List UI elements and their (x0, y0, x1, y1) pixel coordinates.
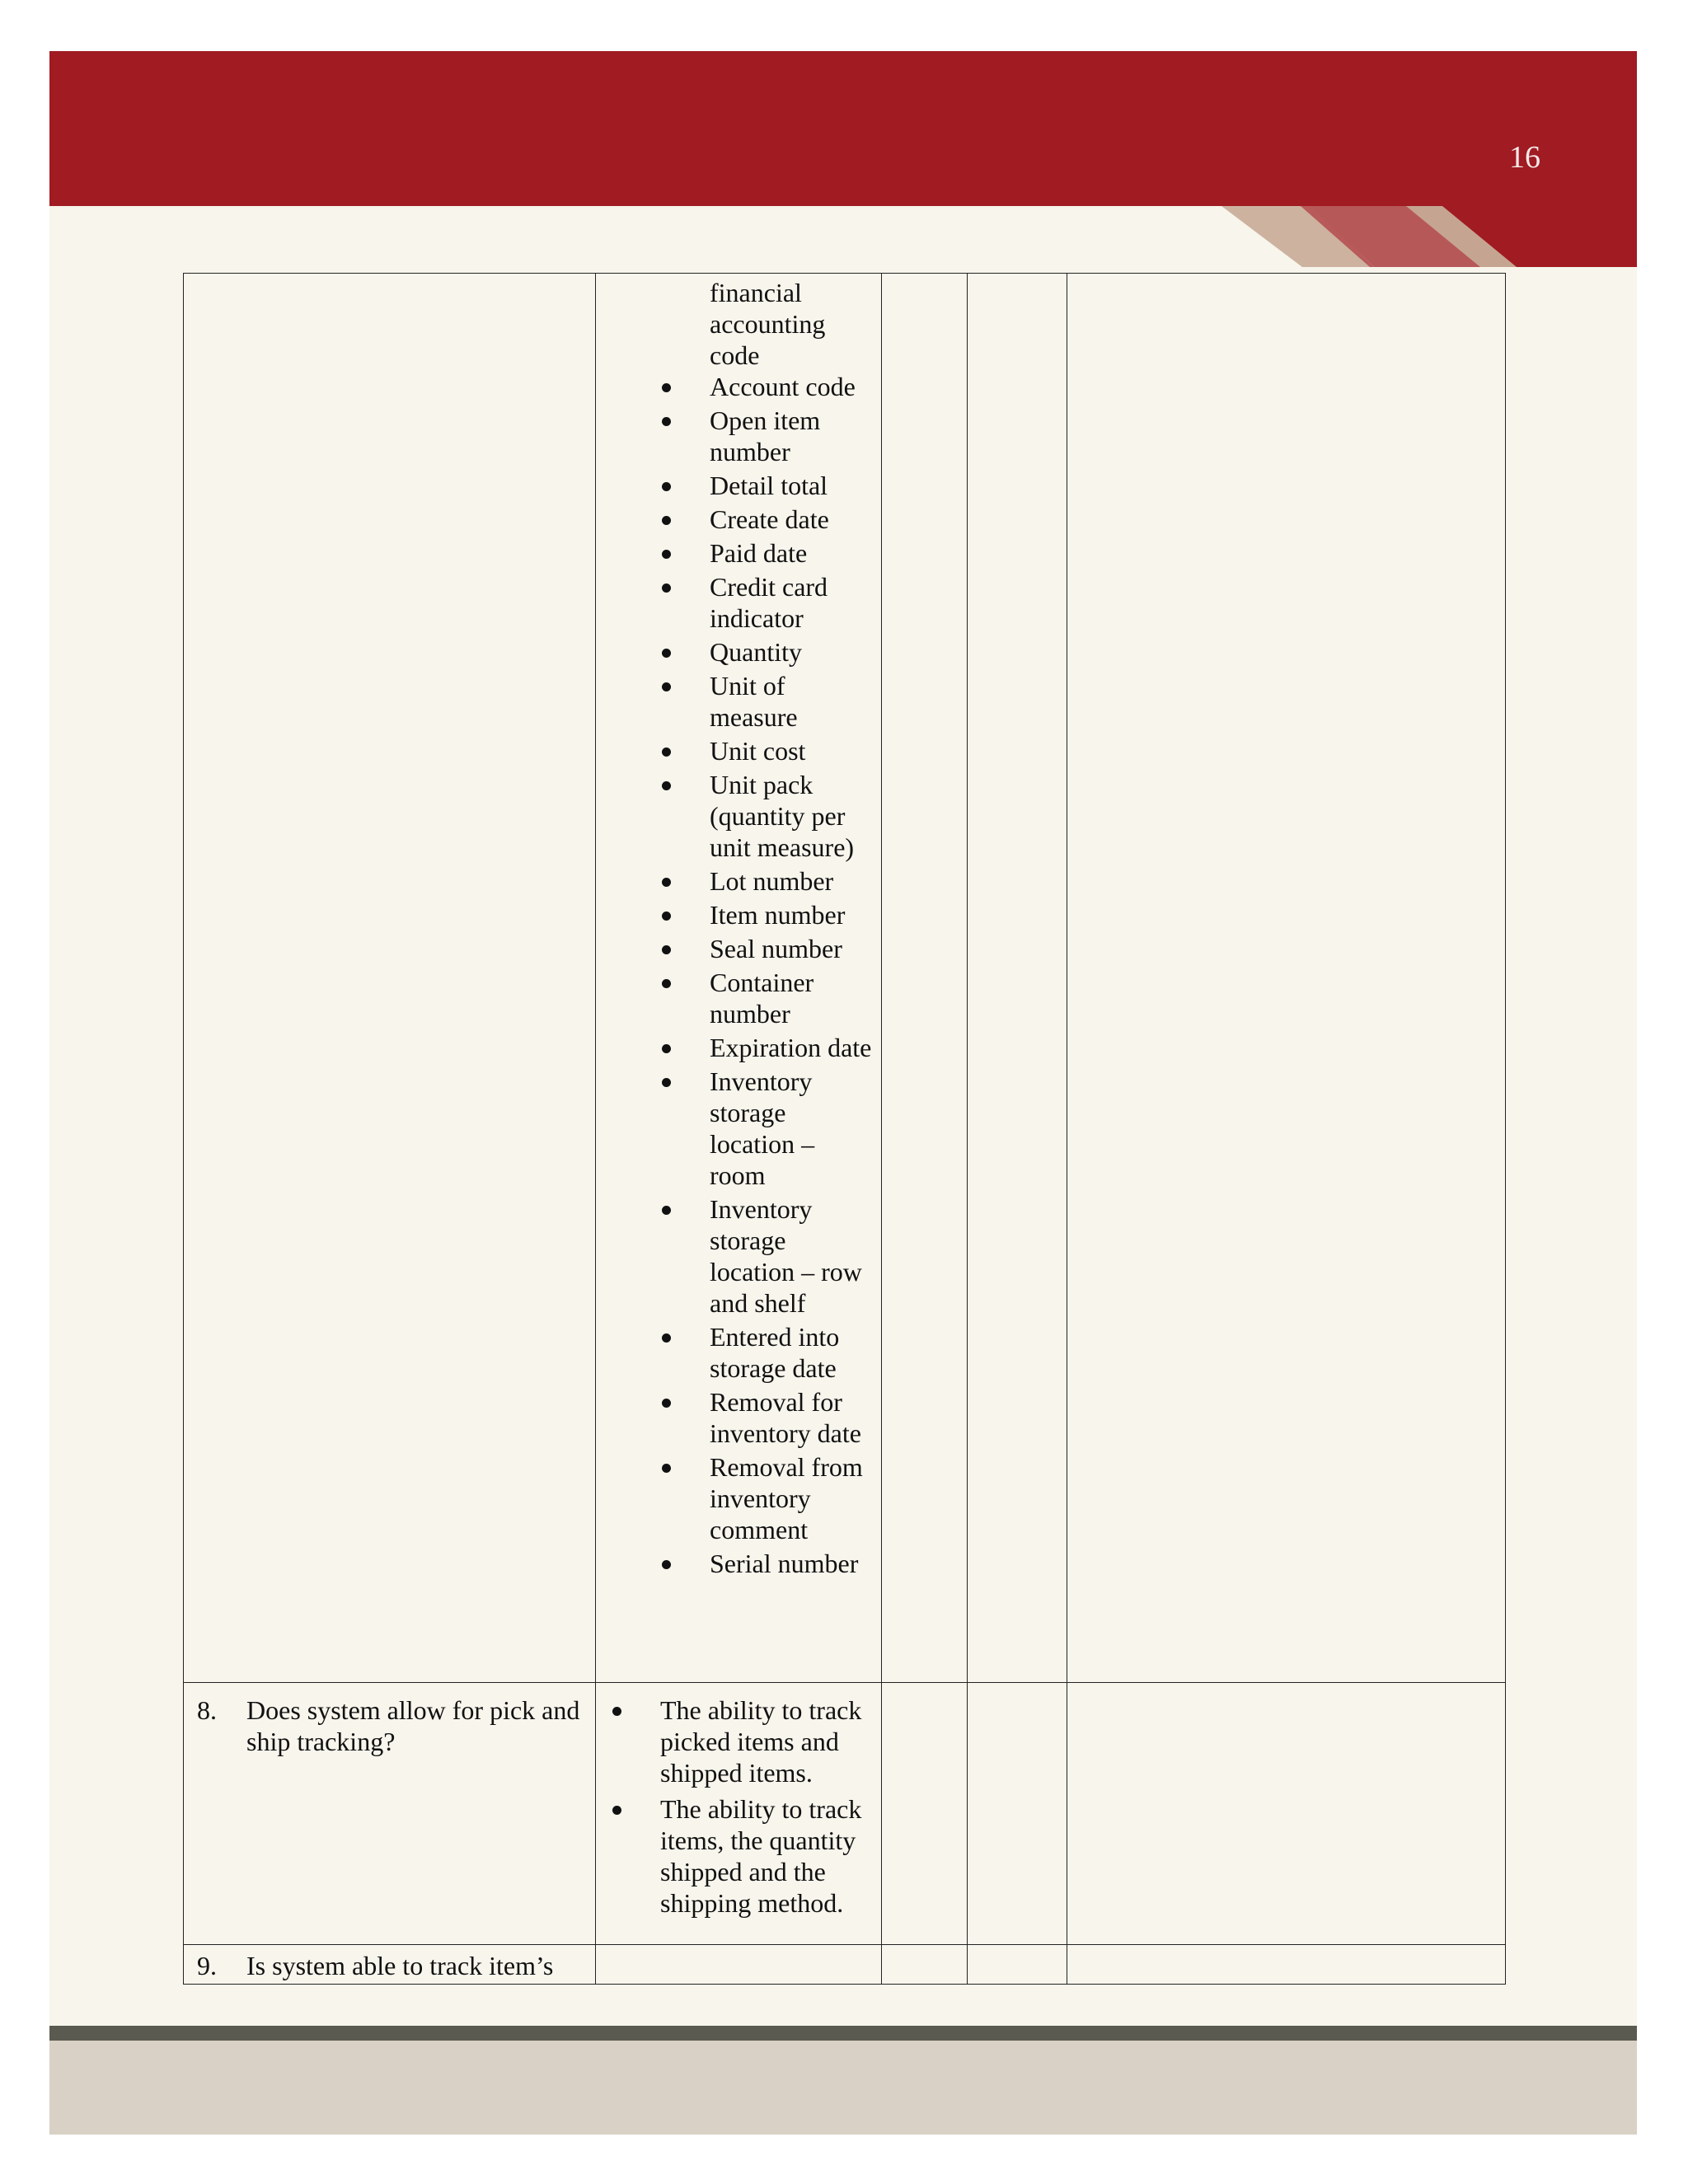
bullet-icon (662, 516, 671, 525)
bullet-icon (612, 1806, 621, 1815)
bullet-icon (662, 1399, 671, 1408)
bullet-icon (662, 583, 671, 593)
requirements-table (183, 273, 1506, 1985)
check-cell (968, 274, 1067, 1683)
feature-list-cell (596, 1944, 882, 1984)
bullet-icon (612, 1707, 621, 1716)
bullet-icon (662, 781, 671, 790)
check-cell (968, 1944, 1067, 1984)
check-cell (882, 1944, 968, 1984)
comments-cell (1067, 1944, 1506, 1984)
question-text: Does system allow for pick and ship tracking? (246, 1694, 580, 1756)
bullet-icon (662, 649, 671, 658)
question-cell (184, 274, 596, 1683)
question-number: 8. (197, 1694, 217, 1725)
header-band (49, 51, 1637, 206)
list-item: Unit pack (quantity per unit measure) (596, 769, 876, 863)
check-cell (968, 1682, 1067, 1944)
bullet-icon (662, 945, 671, 954)
bullet-icon (662, 383, 671, 392)
list-item: Item number (596, 899, 876, 930)
bullet-icon (662, 1333, 671, 1343)
list-item: The ability to track picked items and shipped items. (596, 1694, 876, 1788)
list-item: Serial number (596, 1548, 876, 1579)
list-item: Unit of measure (596, 670, 876, 733)
list-item: Unit cost (596, 735, 876, 766)
bullet-icon (662, 1464, 671, 1473)
list-item: Seal number (596, 933, 876, 964)
list-item: Open item number (596, 405, 876, 467)
table-row (184, 1944, 1506, 1984)
list-item: Credit card indicator (596, 571, 876, 634)
feature-list (596, 371, 876, 1579)
bullet-icon (662, 1078, 671, 1087)
bullet-icon (662, 1206, 671, 1215)
list-item: Create date (596, 504, 876, 535)
table-row (184, 274, 1506, 1683)
bullet-icon (662, 482, 671, 491)
bullet-icon (662, 979, 671, 988)
bullet-icon (662, 912, 671, 921)
list-item: Expiration date (596, 1032, 876, 1063)
question-number: 9. (197, 1950, 217, 1980)
list-item: Container number (596, 967, 876, 1029)
page-number: 16 (1509, 140, 1540, 175)
table-row (184, 1682, 1506, 1944)
list-item: Detail total (596, 470, 876, 501)
feature-list (596, 1694, 876, 1919)
check-cell (882, 1682, 968, 1944)
bullet-icon (662, 682, 671, 691)
footer-rule (49, 2026, 1637, 2041)
continued-item-text: financial accounting code (710, 278, 826, 370)
list-item: Removal for inventory date (596, 1386, 876, 1449)
header-band-tail (1401, 206, 1637, 267)
feature-list-cell (596, 1682, 882, 1944)
feature-list-cell (596, 274, 882, 1683)
question-cell (184, 1682, 596, 1944)
list-item: Inventory storage location – room (596, 1066, 876, 1191)
list-item: Paid date (596, 537, 876, 569)
bullet-icon (662, 748, 671, 757)
bullet-icon (662, 878, 671, 887)
bullet-icon (662, 1044, 671, 1053)
comments-cell (1067, 274, 1506, 1683)
bullet-icon (662, 550, 671, 559)
question-cell (184, 1944, 596, 1984)
list-item: Lot number (596, 865, 876, 897)
footer-band (49, 2041, 1637, 2135)
list-item: Inventory storage location – row and shelf (596, 1193, 876, 1319)
bullet-icon (662, 417, 671, 426)
list-item: Entered into storage date (596, 1321, 876, 1384)
list-item: Quantity (596, 636, 876, 668)
question-text: Is system able to track item’s (246, 1950, 554, 1980)
list-item: Account code (596, 371, 876, 402)
bullet-icon (662, 1560, 671, 1569)
list-item: The ability to track items, the quantity shipped and the shipping method. (596, 1793, 876, 1919)
check-cell (882, 274, 968, 1683)
comments-cell (1067, 1682, 1506, 1944)
list-item: Removal from inventory comment (596, 1451, 876, 1545)
